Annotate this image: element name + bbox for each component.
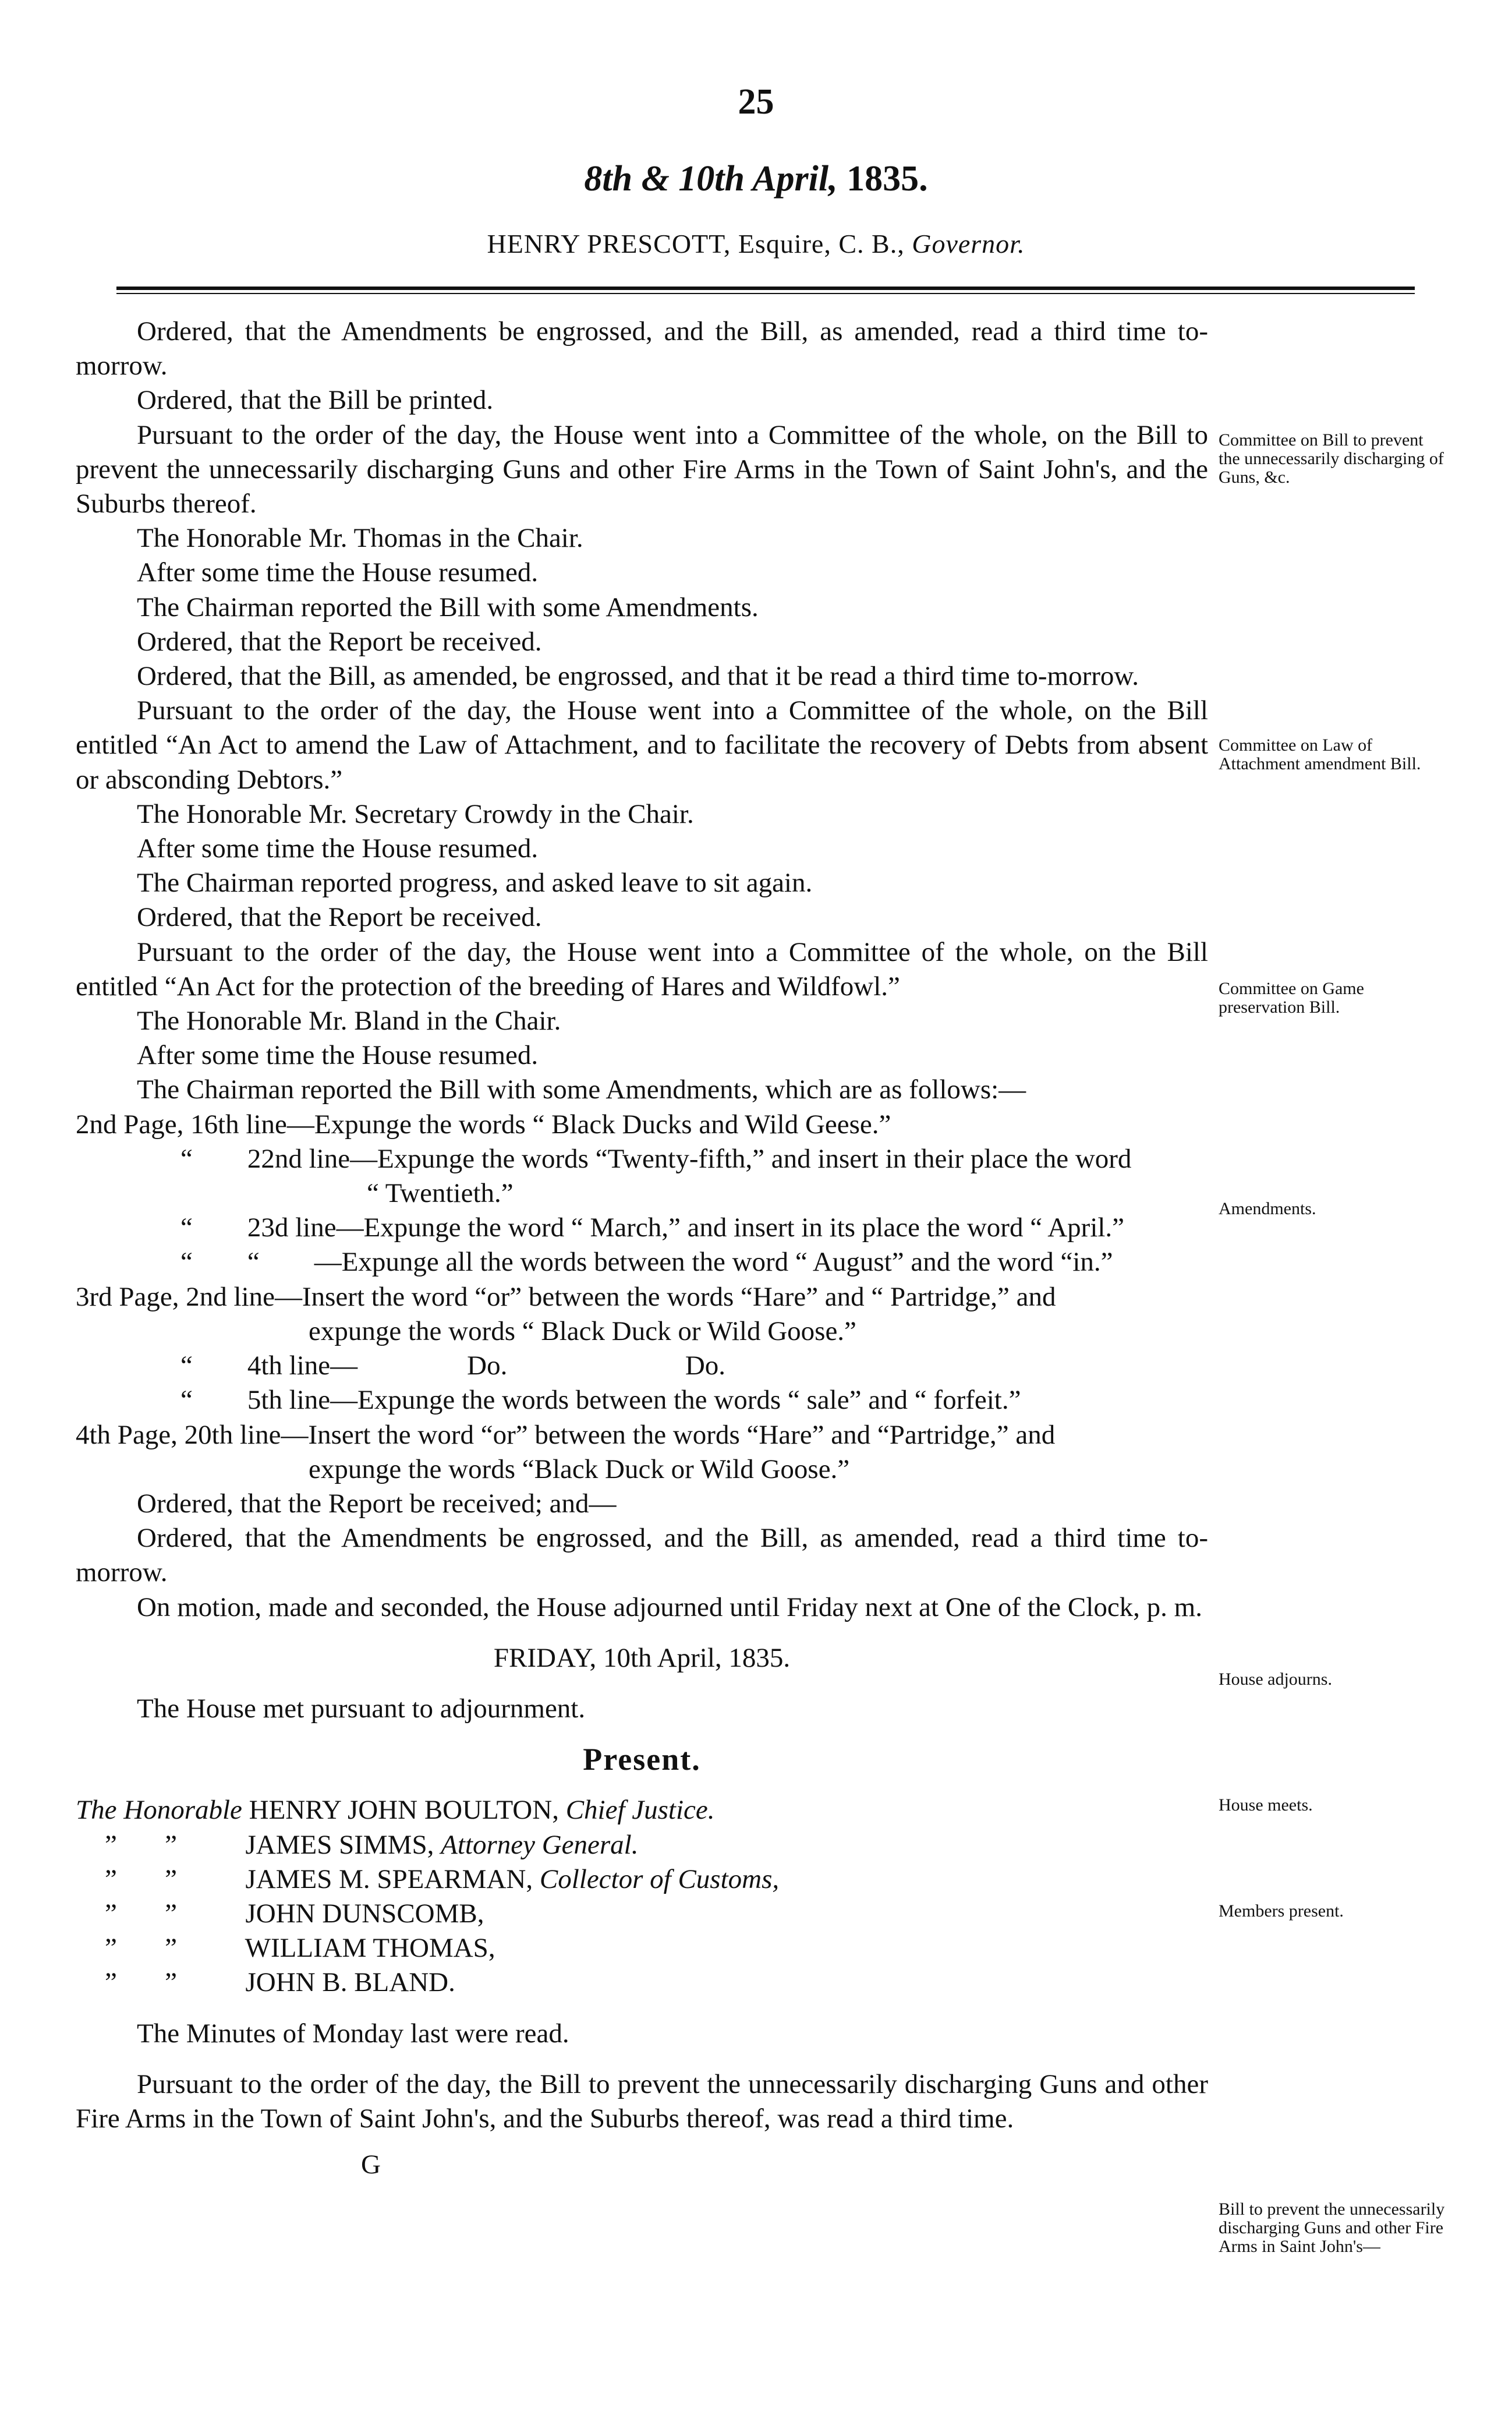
- paragraph: Ordered, that the Amendments be engrossed, and the Bill, as amended, read a third time to-morrow.: [76, 1523, 1208, 1588]
- member-name: JAMES M. SPEARMAN,: [245, 1864, 533, 1894]
- member-prefix: The Honorable: [76, 1795, 242, 1826]
- paragraph: On motion, made and seconded, the House adjourned until Friday next at One of the Clock, p. m.: [137, 1592, 1202, 1622]
- paragraph: Ordered, that the Amendments be engrossed, and the Bill, as amended, read a third time to-morrow.: [76, 316, 1208, 381]
- paragraph: Ordered, that the Report be received.: [137, 902, 542, 933]
- paragraph: After some time the House resumed.: [137, 557, 539, 588]
- paragraph: After some time the House resumed.: [137, 1040, 539, 1071]
- paragraph: Pursuant to the order of the day, the House went into a Committee of the whole, on the Bill entitled “An Act for the protection of the breeding of Hares and Wildfowl.”: [76, 936, 1208, 1002]
- member-name: HENRY JOHN BOULTON,: [249, 1795, 559, 1826]
- governor-rest: Esquire, C. B.,: [738, 229, 905, 259]
- member-title: Attorney General.: [441, 1829, 639, 1860]
- amendment-line: expunge the words “ Black Duck or Wild Goose.”: [309, 1316, 856, 1346]
- member-name: JAMES SIMMS,: [245, 1829, 434, 1860]
- paragraph: The Chairman reported the Bill with some Amendments, which are as follows:—: [137, 1074, 1026, 1105]
- paragraph: The Chairman reported progress, and asked leave to sit again.: [137, 868, 813, 899]
- member-prefix: ” ”: [105, 1933, 177, 1964]
- member-line: [76, 1862, 1208, 1897]
- body-text: [76, 314, 1208, 2182]
- header-rule: [116, 287, 1415, 290]
- friday-heading: FRIDAY, 10th April, 1835.: [493, 1642, 791, 1673]
- paragraph: Pursuant to the order of the day, the House went into a Committee of the whole, on the Bill entitled “An Act to amend the Law of Attachment, and to facilitate the recovery of Debts from absent or absconding Debtors.”: [76, 695, 1208, 795]
- margin-note: Committee on Law of Attachment amendment Bill.: [1219, 736, 1421, 773]
- paragraph: The Honorable Mr. Secretary Crowdy in the Chair.: [137, 798, 694, 829]
- paragraph: The House met pursuant to adjournment.: [137, 1693, 586, 1724]
- paragraph: Ordered, that the Bill be printed.: [137, 385, 494, 416]
- member-title: Chief Justice.: [565, 1795, 715, 1826]
- paragraph: Ordered, that the Report be received.: [137, 626, 542, 657]
- amendment-line: 4th Page, 20th line—Insert the word “or” between the words “Hare” and “Partridge,” and: [76, 1419, 1056, 1450]
- amendment-line: 3rd Page, 2nd line—Insert the word “or” between the words “Hare” and “ Partridge,” and: [76, 1281, 1056, 1312]
- margin-note: House meets.: [1219, 1795, 1313, 1815]
- present-heading: Present.: [583, 1742, 701, 1777]
- paragraph: The Honorable Mr. Thomas in the Chair.: [137, 523, 583, 554]
- governor-title: Governor.: [912, 229, 1025, 259]
- spacer: [76, 1625, 1208, 1641]
- margin-note: Committee on Game preservation Bill.: [1219, 979, 1364, 1017]
- amendment-line: “ 4th line— Do. Do.: [180, 1350, 726, 1381]
- member-prefix: ” ”: [105, 1898, 177, 1929]
- paragraph: The Chairman reported the Bill with some Amendments.: [137, 592, 759, 623]
- amendment-line: “ “ —Expunge all the words between the word “ August” and the word “in.”: [180, 1247, 1113, 1278]
- paragraph: After some time the House resumed.: [137, 833, 539, 864]
- spacer: [76, 2051, 1208, 2067]
- member-line: [76, 1828, 1208, 1862]
- amendment-line: “ 23d line—Expunge the word “ March,” and insert in its place the word “ April.”: [180, 1212, 1125, 1243]
- member-line: [76, 1965, 1208, 2000]
- member-name: WILLIAM THOMAS,: [245, 1933, 495, 1964]
- date-line-days: 8th & 10th April,: [584, 159, 838, 199]
- margin-note: House adjourns.: [1219, 1670, 1332, 1689]
- paragraph: Ordered, that the Bill, as amended, be engrossed, and that it be read a third time to-morrow.: [137, 661, 1139, 692]
- member-title: Collector of Customs,: [539, 1864, 780, 1894]
- margin-note: Committee on Bill to prevent the unnecessarily discharging of Guns, &c.: [1219, 430, 1444, 487]
- spacer: [76, 2000, 1208, 2017]
- spacer: [76, 1675, 1208, 1692]
- amendment-line: “ Twentieth.”: [367, 1178, 514, 1209]
- member-name: JOHN DUNSCOMB,: [245, 1898, 484, 1929]
- header-rule-thin: [116, 293, 1415, 294]
- member-line: [76, 1897, 1208, 1931]
- date-line: [0, 158, 1512, 200]
- amendment-line: 2nd Page, 16th line—Expunge the words “ Black Ducks and Wild Geese.”: [76, 1109, 891, 1140]
- page-number: 25: [738, 82, 774, 122]
- margin-note: Amendments.: [1219, 1199, 1316, 1218]
- member-prefix: ” ”: [105, 1864, 177, 1894]
- amendment-line: “ 5th line—Expunge the words between the words “ sale” and “ forfeit.”: [180, 1385, 1021, 1416]
- paragraph: Pursuant to the order of the day, the House went into a Committee of the whole, on the Bill to prevent the unnecessarily discharging Guns and other Fire Arms in the Town of Saint John's, and the Suburbs thereof.: [76, 419, 1208, 519]
- paragraph: The Minutes of Monday last were read.: [137, 2018, 569, 2049]
- governor-name: HENRY PRESCOTT,: [487, 229, 731, 259]
- spacer: [76, 1726, 1208, 1742]
- margin-note: Members present.: [1219, 1901, 1344, 1921]
- paragraph: Ordered, that the Report be received; and—: [137, 1488, 617, 1519]
- paragraph: The Honorable Mr. Bland in the Chair.: [137, 1006, 561, 1037]
- member-line: [76, 1793, 1208, 1827]
- paragraph: Pursuant to the order of the day, the Bill to prevent the unnecessarily discharging Guns and other Fire Arms in the Town of Saint John's, and the Suburbs thereof, was read a third time.: [76, 2069, 1208, 2134]
- signature-mark: G: [361, 2149, 381, 2180]
- amendment-line: expunge the words “Black Duck or Wild Goose.”: [309, 1454, 850, 1484]
- spacer: [76, 1777, 1208, 1793]
- member-line: [76, 1931, 1208, 1965]
- date-line-year: 1835.: [847, 159, 928, 199]
- amendment-line: “ 22nd line—Expunge the words “Twenty-fifth,” and insert in their place the word: [180, 1143, 1132, 1174]
- governor-line: [0, 228, 1512, 259]
- member-prefix: ” ”: [105, 1829, 177, 1860]
- member-prefix: ” ”: [105, 1967, 177, 1998]
- margin-note: Bill to prevent the unnecessarily discharging Guns and other Fire Arms in Saint John's—: [1219, 2200, 1445, 2256]
- member-name: JOHN B. BLAND.: [245, 1967, 455, 1998]
